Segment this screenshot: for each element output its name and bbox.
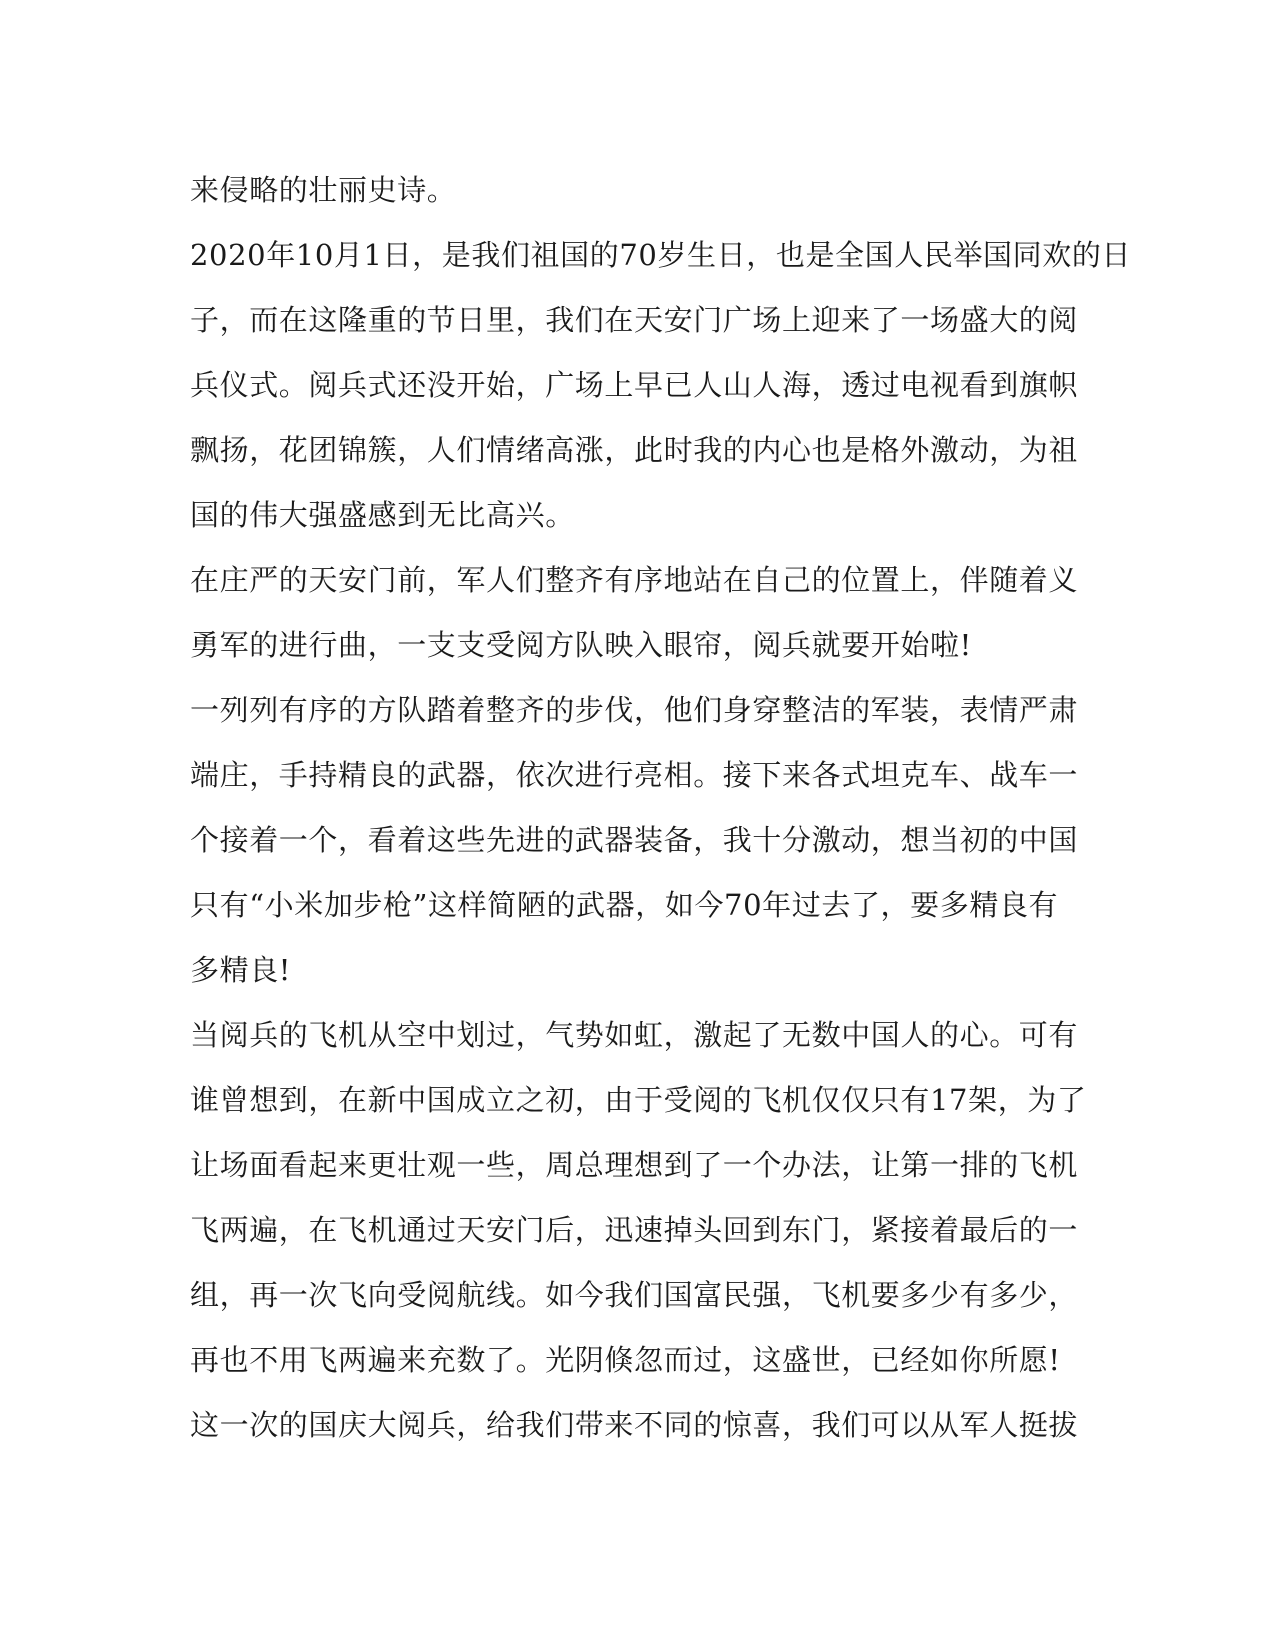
text-line-10: 端庄，手持精良的武器，依次进行亮相。接下来各式坦克车、战车一 <box>190 758 1079 792</box>
text-line-8: 勇军的进行曲，一支支受阅方队映入眼帘，阅兵就要开始啦! <box>190 628 972 662</box>
text-line-18: 组，再一次飞向受阅航线。如今我们国富民强，飞机要多少有多少， <box>190 1278 1079 1312</box>
text-line-11: 个接着一个，看着这些先进的武器装备，我十分激动，想当初的中国 <box>190 823 1079 857</box>
text-line-13: 多精良! <box>190 953 292 987</box>
text-line-9: 一列列有序的方队踏着整齐的步伐，他们身穿整洁的军装，表情严肃 <box>190 693 1079 727</box>
text-line-4: 兵仪式。阅兵式还没开始，广场上早已人山人海，透过电视看到旗帜 <box>190 368 1079 402</box>
text-line-14: 当阅兵的飞机从空中划过，气势如虹，激起了无数中国人的心。可有 <box>190 1018 1079 1052</box>
text-line-20: 这一次的国庆大阅兵，给我们带来不同的惊喜，我们可以从军人挺拔 <box>190 1408 1079 1442</box>
text-line-6: 国的伟大强盛感到无比高兴。 <box>190 498 575 532</box>
text-line-5: 飘扬，花团锦簇，人们情绪高涨，此时我的内心也是格外激动，为祖 <box>190 433 1079 467</box>
text-line-2: 2020年10月1日，是我们祖国的70岁生日，也是全国人民举国同欢的日 <box>190 238 1132 272</box>
text-line-17: 飞两遍，在飞机通过天安门后，迅速掉头回到东门，紧接着最后的一 <box>190 1213 1079 1247</box>
text-line-12: 只有“小米加步枪”这样简陋的武器，如今70年过去了，要多精良有 <box>190 888 1059 922</box>
text-line-19: 再也不用飞两遍来充数了。光阴倏忽而过，这盛世，已经如你所愿! <box>190 1343 1061 1377</box>
text-line-16: 让场面看起来更壮观一些，周总理想到了一个办法，让第一排的飞机 <box>190 1148 1079 1182</box>
text-line-3: 子，而在这隆重的节日里，我们在天安门广场上迎来了一场盛大的阅 <box>190 303 1079 337</box>
text-line-7: 在庄严的天安门前，军人们整齐有序地站在自己的位置上，伴随着义 <box>190 563 1079 597</box>
text-line-15: 谁曾想到，在新中国成立之初，由于受阅的飞机仅仅只有17架，为了 <box>190 1083 1087 1117</box>
text-line-1: 来侵略的壮丽史诗。 <box>190 173 457 207</box>
essay-body <box>190 158 1132 1458</box>
